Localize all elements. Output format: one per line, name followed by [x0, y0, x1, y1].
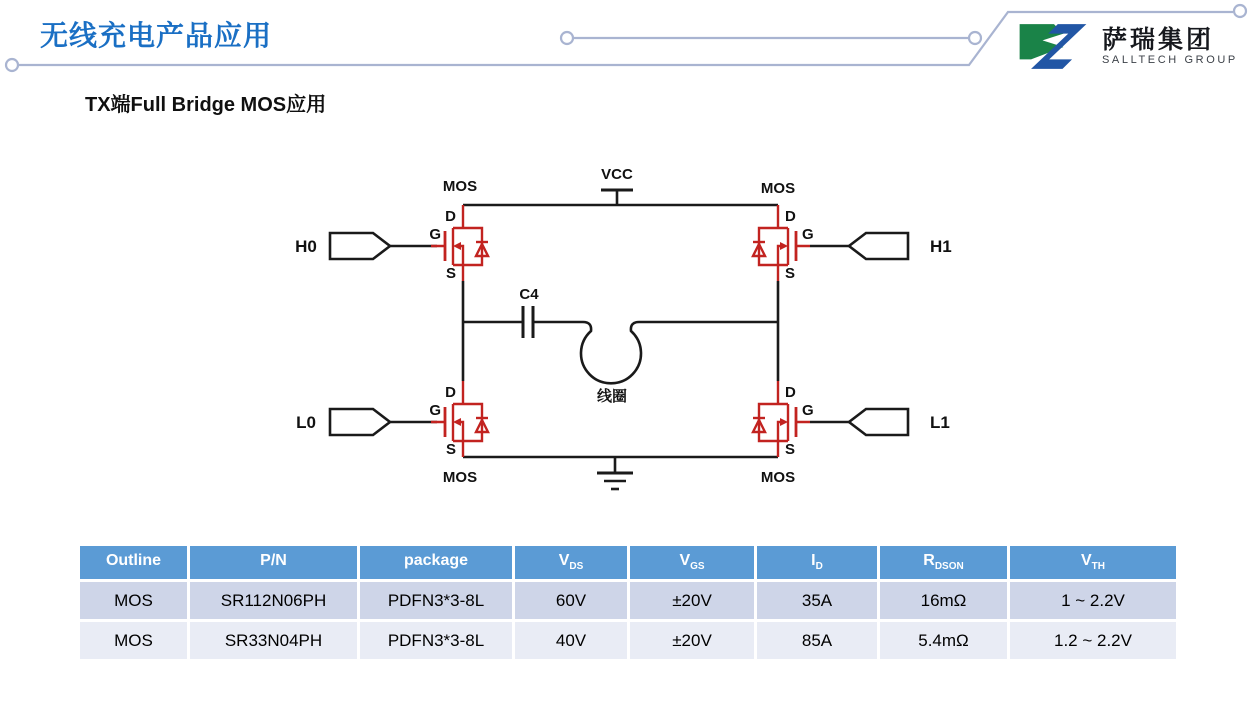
coil-label: 线圈 [596, 388, 628, 405]
table-header-cell: $R_{DSON}$ [880, 546, 1010, 582]
pin-label-s: S [785, 265, 796, 282]
l1-connector-tag [849, 409, 908, 435]
pin-label-g: G [429, 226, 441, 243]
table-cell: MOS [80, 622, 190, 662]
table-header-row [80, 546, 1176, 582]
mosfet-symbol-bottom-left [431, 381, 488, 457]
table-cell: 5.4mΩ [880, 622, 1010, 662]
l0-label: L0 [296, 413, 316, 432]
mosfet-symbol-top-right [753, 205, 810, 281]
l0-connector-tag [330, 409, 390, 435]
h0-connector-tag [330, 233, 390, 259]
table-cell: PDFN3*3-8L [360, 622, 515, 662]
table-header-cell: $V_{DS}$ [515, 546, 630, 582]
logo-name-cn: 萨瑞集团 [1102, 26, 1215, 54]
mos-label-bottom-right: MOS [760, 469, 796, 486]
pin-label-g: G [429, 402, 441, 419]
table-header-cell: $I_D$ [757, 546, 880, 582]
company-logo [1012, 20, 1238, 74]
logo-name-en: SALLTECH GROUP [1102, 54, 1238, 66]
circuit-diagram [280, 150, 960, 510]
pin-label-s: S [785, 441, 796, 458]
table-cell: 35A [757, 582, 880, 622]
trace-node-icon [6, 59, 18, 71]
table-cell: 40V [515, 622, 630, 662]
mosfet-symbol-bottom-right [753, 381, 810, 457]
pin-label-g: G [802, 402, 814, 419]
table-header-cell: $V_{TH}$ [1010, 546, 1176, 582]
table-cell: 1.2 ~ 2.2V [1010, 622, 1176, 662]
table-cell: MOS [80, 582, 190, 622]
table-cell: ±20V [630, 622, 757, 662]
table-cell: SR112N06PH [190, 582, 360, 622]
table-cell: 16mΩ [880, 582, 1010, 622]
table-cell: SR33N04PH [190, 622, 360, 662]
page-title: 无线充电产品应用 [40, 20, 273, 51]
h1-label: H1 [930, 237, 952, 256]
table-header-cell: P/N [190, 546, 360, 582]
table-cell: 85A [757, 622, 880, 662]
pin-label-s: S [445, 265, 456, 282]
mos-label-top-right: MOS [760, 180, 796, 197]
table-cell: 60V [515, 582, 630, 622]
ground-symbol [597, 457, 633, 489]
mos-label-bottom-left: MOS [442, 469, 478, 486]
table-header-cell: Outline [80, 546, 190, 582]
pin-label-d: D [785, 384, 796, 401]
vcc-label: VCC [601, 166, 633, 183]
trace-node-icon [1234, 5, 1246, 17]
coil-symbol [581, 322, 641, 383]
table-cell: 1 ~ 2.2V [1010, 582, 1176, 622]
vcc-symbol [601, 190, 633, 205]
l1-label: L1 [930, 413, 950, 432]
table-header-cell: package [360, 546, 515, 582]
section-title: TX端Full Bridge MOS应用 [85, 94, 327, 116]
mosfet-symbol-top-left [431, 205, 488, 281]
table-row [80, 622, 1176, 662]
pin-label-g: G [802, 226, 814, 243]
h0-label: H0 [295, 237, 317, 256]
logo-mark-icon [1012, 20, 1094, 74]
mos-label-top-left: MOS [442, 178, 478, 195]
pin-label-d: D [445, 208, 456, 225]
table-cell: PDFN3*3-8L [360, 582, 515, 622]
trace-node-icon [561, 32, 573, 44]
table-header-cell: $V_{GS}$ [630, 546, 757, 582]
c4-label: C4 [519, 286, 539, 303]
h1-connector-tag [849, 233, 908, 259]
spec-table [80, 546, 1176, 662]
trace-node-icon [969, 32, 981, 44]
pin-label-d: D [445, 384, 456, 401]
capacitor-c4 [523, 306, 533, 338]
pin-label-s: S [445, 441, 456, 458]
pin-label-d: D [785, 208, 796, 225]
table-cell: ±20V [630, 582, 757, 622]
table-row [80, 582, 1176, 622]
